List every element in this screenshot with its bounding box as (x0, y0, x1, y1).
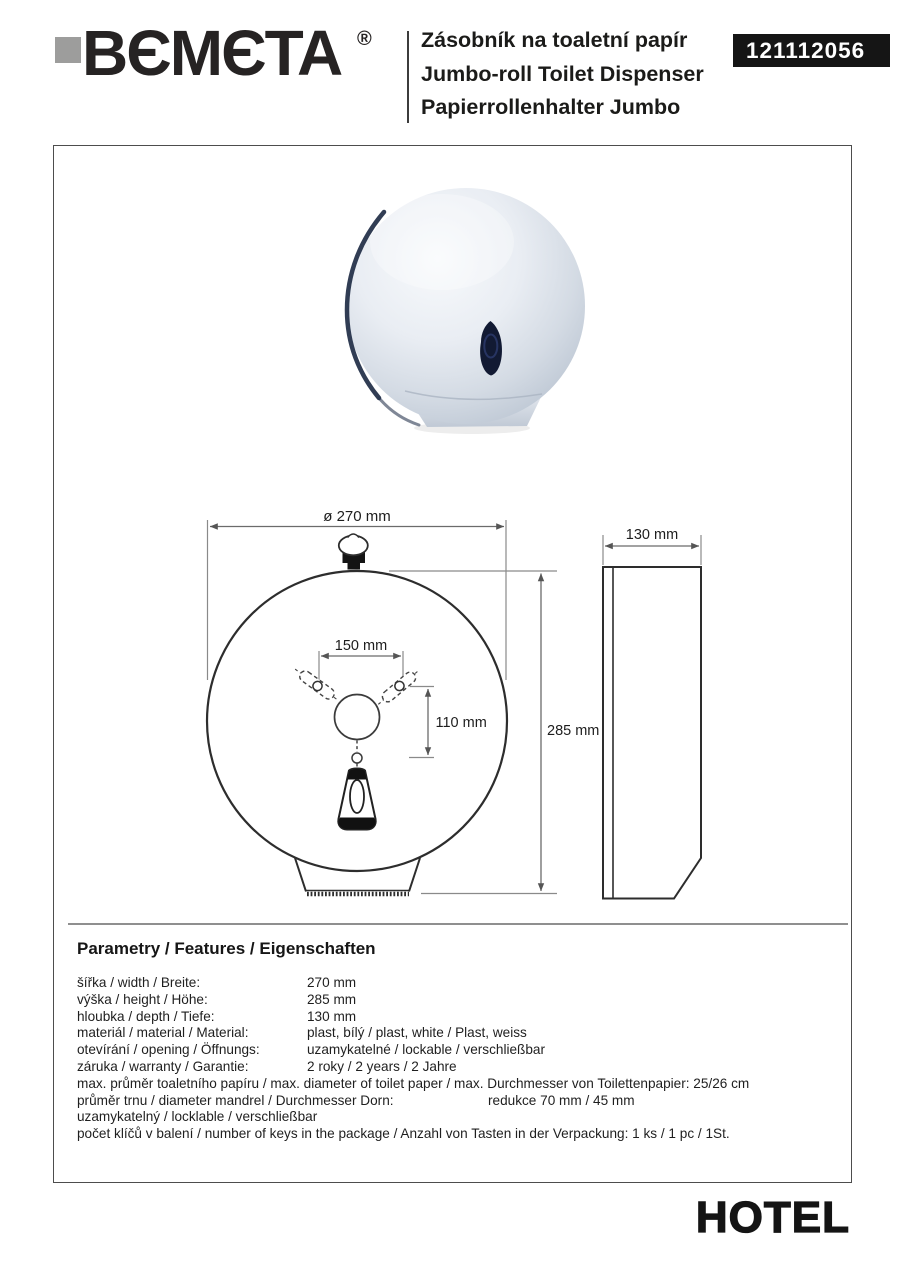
param-value: uzamykatelné / lockable / verschließbar (307, 1042, 545, 1058)
dim-hole-spacing-label: 150 mm (334, 638, 388, 654)
param-row (77, 1093, 837, 1110)
dim-height-label: 285 mm (547, 723, 600, 739)
connector-circle (352, 753, 362, 763)
param-row (77, 1126, 837, 1143)
lock-knob (339, 534, 368, 570)
param-value: 270 mm (307, 975, 357, 990)
param-row (77, 975, 837, 992)
spindle-circle (335, 695, 380, 740)
logo-square-icon (55, 37, 81, 63)
param-value: plast, bílý / plast, white / Plast, weiss (307, 1025, 527, 1041)
product-code: 121112056 (746, 38, 866, 63)
param-label: počet klíčů v balení / number of keys in the package / Anzahl von Tasten in der Verpackung: 1 ks / 1 pc / 1St. (77, 1126, 730, 1142)
param-row (77, 1025, 837, 1042)
dim-hole-offset-label: 110 mm (435, 715, 487, 731)
param-value: 285 mm (307, 991, 357, 1007)
param-label: uzamykatelný / locklable / verschließbar (77, 1109, 318, 1125)
param-row (77, 1042, 837, 1059)
parameters-title: Parametry / Features / Eigenschaften (77, 939, 376, 958)
param-row (77, 992, 837, 1009)
param-row (77, 1009, 837, 1026)
technical-drawing (54, 496, 854, 911)
side-view-drawing (603, 527, 701, 899)
param-label: max. průměr toaletního papíru / max. diameter of toilet paper / max. Durchmesser von Toilettenpapier: 25/26 cm (77, 1075, 750, 1091)
param-row (77, 1109, 837, 1126)
brand-name: BЄMЄTA (82, 17, 342, 89)
param-label: průměr trnu / diameter mandrel / Durchmesser Dorn: (77, 1092, 394, 1108)
param-value: 2 roky / 2 years / 2 Jahre (307, 1058, 457, 1074)
product-title-de: Papierrollenhalter Jumbo (421, 95, 681, 119)
product-code-badge (733, 34, 890, 67)
dim-diameter-label: ø 270 mm (323, 508, 391, 525)
product-title-en: Jumbo-roll Toilet Dispenser (421, 61, 704, 86)
param-value: redukce 70 mm / 45 mm (488, 1092, 635, 1108)
param-row (77, 1076, 837, 1093)
header-divider (407, 31, 409, 123)
content-frame (53, 145, 852, 1183)
side-body-outline (603, 567, 701, 899)
product-titles (421, 24, 704, 125)
param-label: výška / height / Höhe: (77, 991, 208, 1007)
param-rows (77, 975, 837, 1143)
product-photo (330, 160, 610, 450)
registered-trademark: ® (357, 28, 372, 50)
dim-depth-label: 130 mm (625, 527, 679, 543)
param-label: záruka / warranty / Garantie: (77, 1058, 249, 1074)
param-value: 130 mm (307, 1008, 357, 1024)
front-view-drawing (207, 508, 599, 894)
section-separator (68, 923, 848, 925)
product-title-cs: Zásobník na toaletní papír (421, 28, 688, 52)
param-label: šířka / width / Breite: (77, 975, 201, 990)
series-label: HOTEL (695, 1193, 850, 1242)
param-label: otevírání / opening / Öffnungs: (77, 1042, 260, 1058)
param-label: hloubka / depth / Tiefe: (77, 1008, 215, 1024)
param-label: materiál / material / Material: (77, 1025, 249, 1041)
param-row (77, 1059, 837, 1076)
photo-highlight (370, 194, 514, 290)
parameters-section (77, 939, 837, 1143)
